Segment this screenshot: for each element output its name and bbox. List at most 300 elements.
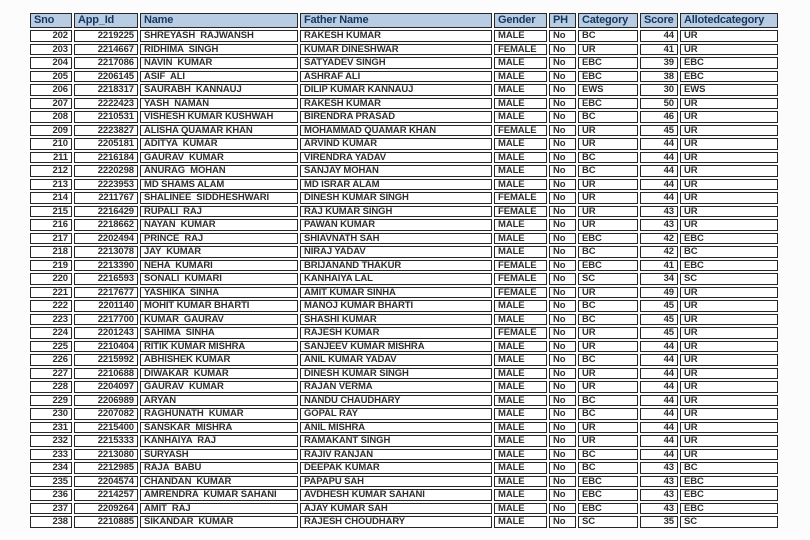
cell-score: 45 [640,314,678,326]
cell-category: UR [578,341,638,353]
cell-sno: 222 [30,300,72,312]
column-header-sno: Sno [30,13,72,28]
cell-score: 43 [640,462,678,474]
table-row [30,354,778,366]
cell-father-name: SANJEEV KUMAR MISHRA [300,341,492,353]
cell-ph: No [549,125,576,137]
cell-category: UR [578,44,638,56]
cell-ph: No [549,260,576,272]
cell-app-id: 2215333 [74,435,138,447]
cell-alloted-category: UR [680,219,778,231]
cell-category: UR [578,368,638,380]
cell-score: 44 [640,408,678,420]
cell-ph: No [549,138,576,150]
cell-ph: No [549,44,576,56]
cell-gender: MALE [494,84,547,96]
cell-ph: No [549,192,576,204]
cell-score: 44 [640,435,678,447]
cell-alloted-category: SC [680,273,778,285]
cell-category: BC [578,300,638,312]
cell-app-id: 2216184 [74,152,138,164]
cell-alloted-category: EBC [680,260,778,272]
cell-ph: No [549,57,576,69]
cell-score: 44 [640,179,678,191]
cell-score: 39 [640,57,678,69]
cell-gender: FEMALE [494,192,547,204]
table-row [30,341,778,353]
cell-alloted-category: UR [680,44,778,56]
cell-category: EWS [578,84,638,96]
cell-sno: 218 [30,246,72,258]
cell-app-id: 2204574 [74,476,138,488]
table-row [30,44,778,56]
cell-name: MOHIT KUMAR BHARTI [140,300,298,312]
cell-score: 45 [640,125,678,137]
cell-category: UR [578,381,638,393]
cell-sno: 208 [30,111,72,123]
cell-category: UR [578,287,638,299]
cell-score: 45 [640,300,678,312]
cell-alloted-category: UR [680,138,778,150]
column-header-gender: Gender [494,13,547,28]
table-row [30,246,778,258]
cell-sno: 232 [30,435,72,447]
cell-father-name: SHASHI KUMAR [300,314,492,326]
cell-alloted-category: UR [680,435,778,447]
table-row [30,422,778,434]
cell-app-id: 2218317 [74,84,138,96]
cell-gender: MALE [494,219,547,231]
table-row [30,57,778,69]
cell-father-name: RAJ KUMAR SINGH [300,206,492,218]
cell-sno: 203 [30,44,72,56]
cell-father-name: VIRENDRA YADAV [300,152,492,164]
cell-gender: MALE [494,179,547,191]
cell-category: EBC [578,57,638,69]
cell-father-name: RAJIV RANJAN [300,449,492,461]
cell-app-id: 2214257 [74,489,138,501]
cell-ph: No [549,516,576,528]
cell-alloted-category: UR [680,381,778,393]
cell-app-id: 2215400 [74,422,138,434]
cell-alloted-category: UR [680,125,778,137]
cell-alloted-category: UR [680,408,778,420]
cell-father-name: SANJAY MOHAN [300,165,492,177]
cell-app-id: 2211767 [74,192,138,204]
cell-father-name: AMIT KUMAR SINHA [300,287,492,299]
cell-app-id: 2210688 [74,368,138,380]
cell-sno: 206 [30,84,72,96]
table-row [30,206,778,218]
table-row [30,503,778,515]
cell-sno: 220 [30,273,72,285]
cell-sno: 212 [30,165,72,177]
cell-name: JAY KUMAR [140,246,298,258]
cell-alloted-category: UR [680,449,778,461]
cell-alloted-category: EBC [680,503,778,515]
cell-gender: FEMALE [494,287,547,299]
cell-ph: No [549,408,576,420]
cell-alloted-category: EWS [680,84,778,96]
cell-score: 49 [640,287,678,299]
cell-ph: No [549,219,576,231]
cell-father-name: RAJESH CHOUDHARY [300,516,492,528]
cell-father-name: BRIJANAND THAKUR [300,260,492,272]
cell-ph: No [549,503,576,515]
table-row [30,462,778,474]
cell-sno: 225 [30,341,72,353]
cell-gender: MALE [494,152,547,164]
cell-name: KUMAR GAURAV [140,314,298,326]
cell-sno: 211 [30,152,72,164]
cell-ph: No [549,314,576,326]
cell-category: EBC [578,489,638,501]
cell-father-name: PAWAN KUMAR [300,219,492,231]
table-row [30,111,778,123]
cell-name: YASHIKA SINHA [140,287,298,299]
cell-app-id: 2206989 [74,395,138,407]
cell-ph: No [549,30,576,42]
cell-ph: No [549,395,576,407]
cell-father-name: KUMAR DINESHWAR [300,44,492,56]
cell-app-id: 2206145 [74,71,138,83]
cell-app-id: 2210885 [74,516,138,528]
cell-score: 43 [640,219,678,231]
table-body [30,30,778,528]
cell-sno: 237 [30,503,72,515]
cell-category: UR [578,327,638,339]
cell-score: 44 [640,381,678,393]
cell-ph: No [549,341,576,353]
cell-score: 44 [640,30,678,42]
cell-gender: MALE [494,381,547,393]
cell-app-id: 2223953 [74,179,138,191]
cell-sno: 216 [30,219,72,231]
cell-sno: 209 [30,125,72,137]
cell-sno: 235 [30,476,72,488]
cell-ph: No [549,476,576,488]
table-row [30,192,778,204]
cell-father-name: MD ISRAR ALAM [300,179,492,191]
cell-gender: FEMALE [494,260,547,272]
cell-category: BC [578,462,638,474]
cell-gender: MALE [494,71,547,83]
column-header-ph: PH [549,13,576,28]
cell-score: 44 [640,354,678,366]
cell-name: NAVIN KUMAR [140,57,298,69]
cell-sno: 207 [30,98,72,110]
cell-category: BC [578,246,638,258]
cell-category: BC [578,111,638,123]
cell-ph: No [549,381,576,393]
cell-app-id: 2216593 [74,273,138,285]
cell-ph: No [549,449,576,461]
cell-category: EBC [578,98,638,110]
cell-name: YASH NAMAN [140,98,298,110]
cell-category: UR [578,219,638,231]
cell-name: ALISHA QUAMAR KHAN [140,125,298,137]
cell-ph: No [549,462,576,474]
cell-gender: MALE [494,57,547,69]
cell-name: SAHIMA SINHA [140,327,298,339]
cell-alloted-category: SC [680,516,778,528]
cell-gender: MALE [494,246,547,258]
cell-father-name: KANHAIYA LAL [300,273,492,285]
cell-sno: 233 [30,449,72,461]
cell-alloted-category: EBC [680,476,778,488]
cell-alloted-category: UR [680,300,778,312]
cell-app-id: 2213078 [74,246,138,258]
cell-app-id: 2212985 [74,462,138,474]
cell-sno: 234 [30,462,72,474]
result-table [28,11,780,530]
cell-name: RIDHIMA SINGH [140,44,298,56]
table-row [30,314,778,326]
cell-gender: MALE [494,354,547,366]
cell-sno: 221 [30,287,72,299]
cell-alloted-category: UR [680,206,778,218]
cell-sno: 217 [30,233,72,245]
cell-ph: No [549,98,576,110]
cell-category: UR [578,192,638,204]
cell-ph: No [549,287,576,299]
cell-alloted-category: UR [680,314,778,326]
cell-gender: MALE [494,138,547,150]
cell-category: BC [578,449,638,461]
table-row [30,260,778,272]
cell-alloted-category: UR [680,422,778,434]
cell-gender: MALE [494,98,547,110]
cell-app-id: 2216429 [74,206,138,218]
table-row [30,368,778,380]
cell-father-name: RAKESH KUMAR [300,98,492,110]
table-row [30,489,778,501]
cell-gender: FEMALE [494,327,547,339]
cell-name: PRINCE RAJ [140,233,298,245]
cell-name: DIWAKAR KUMAR [140,368,298,380]
cell-score: 43 [640,489,678,501]
cell-app-id: 2220298 [74,165,138,177]
cell-alloted-category: UR [680,165,778,177]
cell-father-name: NANDU CHAUDHARY [300,395,492,407]
cell-gender: MALE [494,408,547,420]
cell-ph: No [549,233,576,245]
cell-category: UR [578,179,638,191]
cell-category: UR [578,422,638,434]
cell-sno: 227 [30,368,72,380]
cell-gender: MALE [494,233,547,245]
cell-father-name: GOPAL RAY [300,408,492,420]
cell-alloted-category: UR [680,287,778,299]
cell-father-name: DILIP KUMAR KANNAUJ [300,84,492,96]
table-row [30,381,778,393]
cell-alloted-category: UR [680,30,778,42]
cell-ph: No [549,84,576,96]
table-row [30,287,778,299]
cell-alloted-category: BC [680,462,778,474]
table-row [30,516,778,528]
cell-name: ARYAN [140,395,298,407]
cell-alloted-category: UR [680,395,778,407]
cell-name: GAURAV KUMAR [140,152,298,164]
cell-score: 44 [640,422,678,434]
cell-app-id: 2213390 [74,260,138,272]
cell-app-id: 2215992 [74,354,138,366]
cell-app-id: 2202494 [74,233,138,245]
cell-alloted-category: UR [680,354,778,366]
cell-app-id: 2207082 [74,408,138,420]
cell-alloted-category: UR [680,368,778,380]
cell-score: 34 [640,273,678,285]
cell-score: 45 [640,327,678,339]
cell-father-name: BIRENDRA PRASAD [300,111,492,123]
cell-father-name: ANIL KUMAR YADAV [300,354,492,366]
cell-alloted-category: UR [680,152,778,164]
cell-gender: MALE [494,422,547,434]
cell-alloted-category: UR [680,111,778,123]
cell-ph: No [549,354,576,366]
cell-name: SHALINEE SIDDHESHWARI [140,192,298,204]
table-row [30,476,778,488]
cell-name: RUPALI RAJ [140,206,298,218]
cell-ph: No [549,300,576,312]
cell-category: UR [578,138,638,150]
cell-app-id: 2210404 [74,341,138,353]
cell-name: RAJA BABU [140,462,298,474]
cell-sno: 229 [30,395,72,407]
cell-category: SC [578,516,638,528]
cell-app-id: 2214667 [74,44,138,56]
cell-app-id: 2209264 [74,503,138,515]
cell-name: RAGHUNATH KUMAR [140,408,298,420]
table-row [30,219,778,231]
cell-ph: No [549,152,576,164]
cell-sno: 213 [30,179,72,191]
cell-father-name: SATYADEV SINGH [300,57,492,69]
table-row [30,98,778,110]
cell-name: VISHESH KUMAR KUSHWAH [140,111,298,123]
cell-name: ANURAG MOHAN [140,165,298,177]
cell-name: RITIK KUMAR MISHRA [140,341,298,353]
cell-alloted-category: UR [680,179,778,191]
cell-sno: 205 [30,71,72,83]
cell-app-id: 2201140 [74,300,138,312]
cell-gender: FEMALE [494,273,547,285]
cell-category: EBC [578,260,638,272]
table-row [30,408,778,420]
cell-score: 30 [640,84,678,96]
cell-category: BC [578,152,638,164]
cell-sno: 210 [30,138,72,150]
cell-alloted-category: EBC [680,71,778,83]
cell-app-id: 2219225 [74,30,138,42]
cell-category: EBC [578,476,638,488]
cell-name: GAURAV KUMAR [140,381,298,393]
cell-alloted-category: EBC [680,233,778,245]
cell-father-name: RAJESH KUMAR [300,327,492,339]
cell-ph: No [549,165,576,177]
cell-father-name: DINESH KUMAR SINGH [300,368,492,380]
cell-app-id: 2201243 [74,327,138,339]
table-row [30,30,778,42]
cell-name: SANSKAR MISHRA [140,422,298,434]
cell-alloted-category: EBC [680,489,778,501]
cell-name: SURYASH [140,449,298,461]
cell-name: MD SHAMS ALAM [140,179,298,191]
cell-gender: MALE [494,435,547,447]
table-row [30,300,778,312]
cell-sno: 228 [30,381,72,393]
cell-name: AMIT RAJ [140,503,298,515]
cell-score: 38 [640,71,678,83]
cell-app-id: 2217086 [74,57,138,69]
cell-gender: MALE [494,111,547,123]
cell-app-id: 2217677 [74,287,138,299]
cell-sno: 214 [30,192,72,204]
column-header-allotedcategory: Allotedcategory [680,13,778,28]
cell-ph: No [549,206,576,218]
cell-category: BC [578,354,638,366]
cell-score: 44 [640,165,678,177]
cell-name: NAYAN KUMAR [140,219,298,231]
cell-category: BC [578,165,638,177]
cell-score: 44 [640,192,678,204]
cell-name: ABHISHEK KUMAR [140,354,298,366]
cell-gender: MALE [494,300,547,312]
table-row [30,179,778,191]
cell-app-id: 2218662 [74,219,138,231]
cell-sno: 219 [30,260,72,272]
table-row [30,395,778,407]
cell-sno: 230 [30,408,72,420]
cell-score: 44 [640,138,678,150]
cell-sno: 223 [30,314,72,326]
cell-name: AMRENDRA KUMAR SAHANI [140,489,298,501]
cell-score: 35 [640,516,678,528]
cell-gender: MALE [494,476,547,488]
cell-category: EBC [578,71,638,83]
cell-app-id: 2213080 [74,449,138,461]
header-row [30,13,778,28]
cell-father-name: AVDHESH KUMAR SAHANI [300,489,492,501]
cell-gender: MALE [494,314,547,326]
cell-gender: MALE [494,449,547,461]
cell-category: BC [578,395,638,407]
cell-name: CHANDAN KUMAR [140,476,298,488]
cell-gender: FEMALE [494,125,547,137]
cell-score: 44 [640,449,678,461]
cell-sno: 226 [30,354,72,366]
column-header-father-name: Father Name [300,13,492,28]
table-row [30,138,778,150]
cell-name: SHREYASH RAJWANSH [140,30,298,42]
cell-score: 43 [640,503,678,515]
cell-category: BC [578,30,638,42]
cell-gender: MALE [494,503,547,515]
cell-score: 46 [640,111,678,123]
cell-father-name: SHIAVNATH SAH [300,233,492,245]
cell-gender: MALE [494,30,547,42]
cell-father-name: PAPAPU SAH [300,476,492,488]
cell-category: SC [578,273,638,285]
cell-name: SIKANDAR KUMAR [140,516,298,528]
cell-alloted-category: BC [680,246,778,258]
cell-alloted-category: UR [680,192,778,204]
table-row [30,273,778,285]
cell-gender: MALE [494,341,547,353]
column-header-category: Category [578,13,638,28]
table-row [30,233,778,245]
